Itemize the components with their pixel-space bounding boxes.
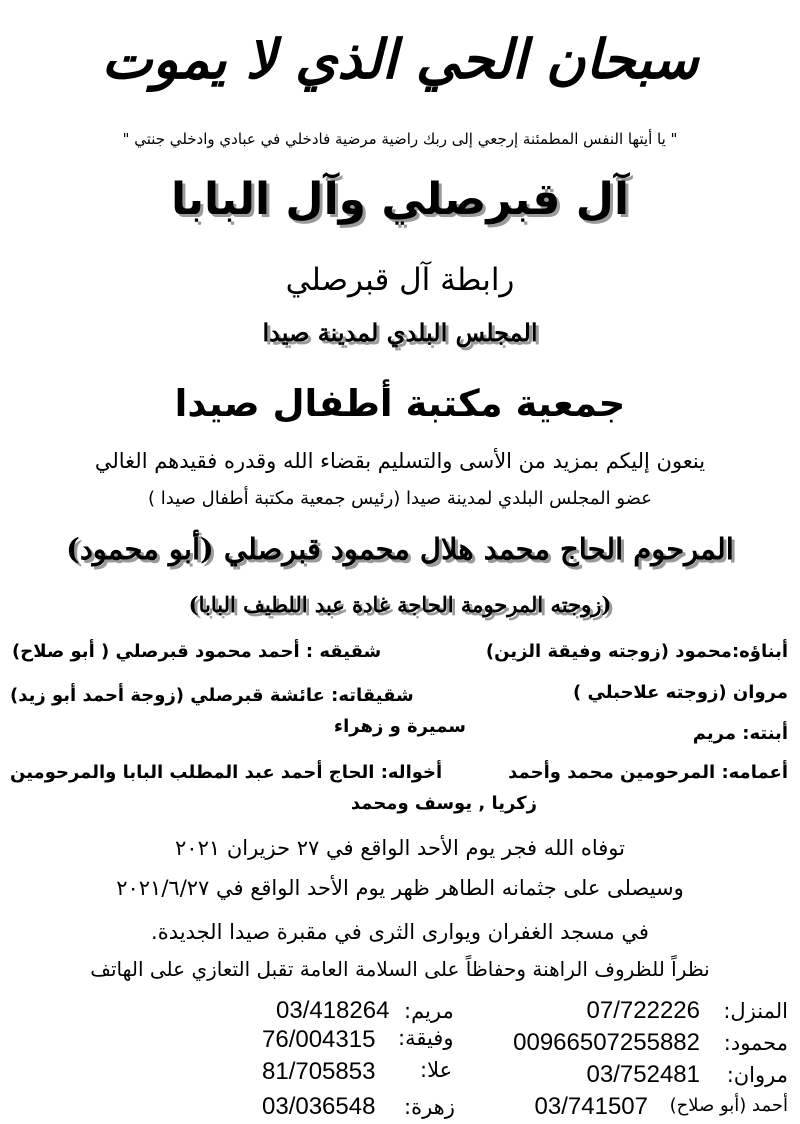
sisters-line-1: شقيقاته: عائشة قبرصلي (زوجة أحمد أبو زيد) <box>10 685 414 706</box>
quran-verse: " يا أيتها النفس المطمئنة إرجعي إلى ربك راضية مرضية فادخلي في عبادي وادخلي جنتي " <box>122 130 678 148</box>
phone-number: 03/752481 <box>586 1061 700 1088</box>
death-date: توفاه الله فجر يوم الأحد الواقع في ٢٧ حزيران ٢٠٢١ <box>175 836 625 860</box>
association-name: جمعية مكتبة أطفال صيدا <box>174 382 626 425</box>
brother-line: شقيقه : أحمد محمود قبرصلي ( أبو صلاح) <box>12 641 382 662</box>
funeral-prayer: وسيصلى على جثمانه الطاهر ظهر يوم الأحد الواقع في ٢٠٢١/٦/٢٧ <box>116 876 684 900</box>
contact-label: علا: <box>420 1058 453 1082</box>
phone-number: 00966507255882 <box>513 1029 700 1056</box>
calligraphy-title: سبحان الحي الذي لا يموت <box>101 27 699 91</box>
condolence-note: نظراً للظروف الراهنة وحفاظاً على السلامة العامة تقبل التعازي على الهاتف <box>90 957 710 981</box>
maternal-uncles-line-1: أخواله: الحاج أحمد عبد المطلب البابا والمرحومين <box>10 762 443 783</box>
contact-label: أحمد (أبو صلاح) <box>669 1095 788 1116</box>
contact-label: مريم: <box>404 999 454 1023</box>
sisters-line-2: سميرة و زهراء <box>333 716 466 737</box>
contact-label: مروان: <box>726 1063 788 1087</box>
burial-place: في مسجد الغفران ويوارى الثرى في مقبرة صيدا الجديدة. <box>151 920 649 944</box>
uncles-line: أعمامه: المرحومين محمد وأحمد <box>508 762 788 783</box>
wife-name: (زوجته المرحومة الحاجة غادة عبد اللطيف البابا) <box>188 592 612 617</box>
council-name: المجلس البلدي لمدينة صيدا <box>262 318 538 347</box>
daughter-line: أبنته: مريم <box>692 723 788 744</box>
phone-number: 81/705853 <box>262 1058 376 1085</box>
phone-number: 03/741507 <box>534 1093 648 1120</box>
deceased-name: المرحوم الحاج محمد هلال محمود قبرصلي (أبو محمود) <box>66 532 734 566</box>
phone-number: 07/722226 <box>586 997 700 1024</box>
contact-label: زهرة: <box>404 1095 455 1119</box>
deceased-role: عضو المجلس البلدي لمدينة صيدا (رئيس جمعية مكتبة أطفال صيدا ) <box>148 488 652 509</box>
contact-label: المنزل: <box>723 999 788 1023</box>
sons-line-1: أبناؤه:محمود (زوجته وفيقة الزين) <box>485 641 788 662</box>
contact-label: محمود: <box>723 1031 788 1055</box>
phone-number: 03/036548 <box>262 1093 376 1120</box>
phone-number: 76/004315 <box>262 1026 376 1053</box>
contact-label: وفيقة: <box>398 1026 454 1050</box>
phone-number: 03/418264 <box>276 997 390 1024</box>
families-title: آل قبرصلي وآل البابا <box>170 174 630 225</box>
league-name: رابطة آل قبرصلي <box>285 262 515 298</box>
maternal-uncles-line-2: زكريا , يوسف ومحمد <box>350 793 537 814</box>
announcement-text: ينعون إليكم بمزيد من الأسى والتسليم بقضاء الله وقدره فقيدهم الغالي <box>94 449 706 473</box>
sons-line-2: مروان (زوجته علاحبلي ) <box>573 682 788 703</box>
